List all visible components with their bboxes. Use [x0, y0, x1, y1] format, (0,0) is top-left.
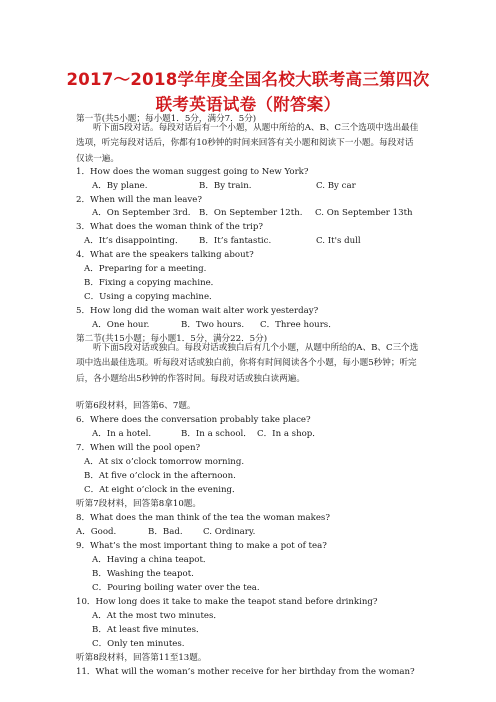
section1-heading: 第一节(共5小题；每小题1．5分，满分7．5分) [76, 114, 257, 124]
document-title-line1: 2017～2018学年度全国名校大联考高三第四次 [66, 70, 430, 89]
question-8: 8．What does the man think of the tea the woman makes? [76, 513, 330, 523]
question-5-option-a: A．One hour. [92, 320, 150, 330]
question-10-option-b: B．At least five minutes． [92, 625, 205, 635]
question-9-option-a: A．Having a china teapot． [92, 555, 212, 565]
question-8-option-a: A．Good. [76, 527, 117, 537]
question-7-option-a: A．At six o’clock tomorrow morning. [84, 457, 245, 467]
question-3-option-a: A．It’s disappointing． [84, 236, 184, 246]
question-2: 2．When will the man leave? [76, 195, 202, 205]
question-9: 9．What’s the most important thing to make a pot of tea? [76, 541, 327, 551]
question-6-option-a: A．In a hotel. [92, 429, 152, 439]
question-2-option-a: A．On September 3rd. [92, 208, 191, 218]
question-6-option-b: B．In a school． [181, 429, 252, 439]
question-3: 3．What does the woman think of the trip? [76, 222, 264, 232]
question-10: 10．How long does it take to make the teapot stand before drinking? [76, 597, 378, 607]
question-5-option-b: B．Two hours. [181, 320, 245, 330]
question-4-option-c: C．Using a copying machine． [84, 292, 218, 302]
question-8-option-b: B．Bad. [148, 527, 183, 537]
question-6-option-c: C．In a shop． [257, 429, 321, 439]
material-6-label: 听第6段材料，回答第6、7题。 [76, 401, 196, 411]
question-4-option-b: B．Fixing a copying machine． [84, 278, 220, 288]
material-8-label: 听第8段材料，回答第11至13题。 [76, 653, 207, 663]
question-2-option-c: C. On September 13th [315, 208, 413, 218]
question-4-option-a: A．Preparing for a meeting. [84, 264, 207, 274]
question-2-option-b: B．On September 12th. [199, 208, 303, 218]
question-1-option-c: C. By car [316, 181, 356, 191]
question-10-option-a: A．At the most two minutes． [92, 611, 222, 621]
question-9-option-b: B．Washing the teapot. [92, 569, 194, 579]
question-6: 6．Where does the conversation probably take place? [76, 415, 311, 425]
question-3-option-b: B．It’s fantastic. [199, 236, 272, 246]
question-7-option-c: C．At eight o’clock in the evening． [84, 485, 241, 495]
question-5-option-c: C．Three hours． [260, 320, 337, 330]
question-11: 11．What will the woman’s mother receive for her birthday from the woman? [76, 667, 415, 677]
section2-heading: 第二节(共15小题；每小题1．5分，满分22．5分) [76, 334, 268, 344]
question-1: 1．How does the woman suggest going to New York? [76, 167, 309, 177]
question-7: 7．When will the pool open? [76, 443, 201, 453]
question-1-option-a: A．By plane. [92, 181, 148, 191]
section2-instructions: 听下面5段对话或独白。每段对话或独白后有几个小题，从题中所给的A、B、C三个选项中选出最佳选项。听每段对话或独白前，你将有时间阅读各个小题，每小题5秒钟；听完后，各小题给出5秒钟的作答时间。每段对话或独白读两遍。 [76, 343, 419, 384]
material-7-label: 听第7段材料，回答第8拿10题。 [76, 499, 201, 509]
section1-instructions: 听下面5段对话。每段对话后有一个小题，从题中所给的A、B、C三个选项中选出最佳选项，听完每段对话后，你都有10秒钟的时间来回答有关小题和阅读下一小题。每段对话仅读一遍。 [76, 123, 419, 164]
question-5: 5．How long did the woman wait alter work yesterday? [76, 306, 319, 316]
question-4: 4．What are the speakers talking about? [76, 250, 254, 260]
question-10-option-c: C．Only ten minutes. [92, 639, 185, 649]
question-7-option-b: B．At five o’clock in the afternoon. [84, 471, 236, 481]
question-3-option-c: C. It's dull [316, 236, 361, 246]
question-9-option-c: C．Pouring boiling water over the tea. [92, 583, 260, 593]
document-title-line2: 联考英语试卷（附答案） [155, 95, 341, 114]
question-8-option-c: C. Ordinary. [203, 527, 256, 537]
question-1-option-b: B．By train. [199, 181, 252, 191]
